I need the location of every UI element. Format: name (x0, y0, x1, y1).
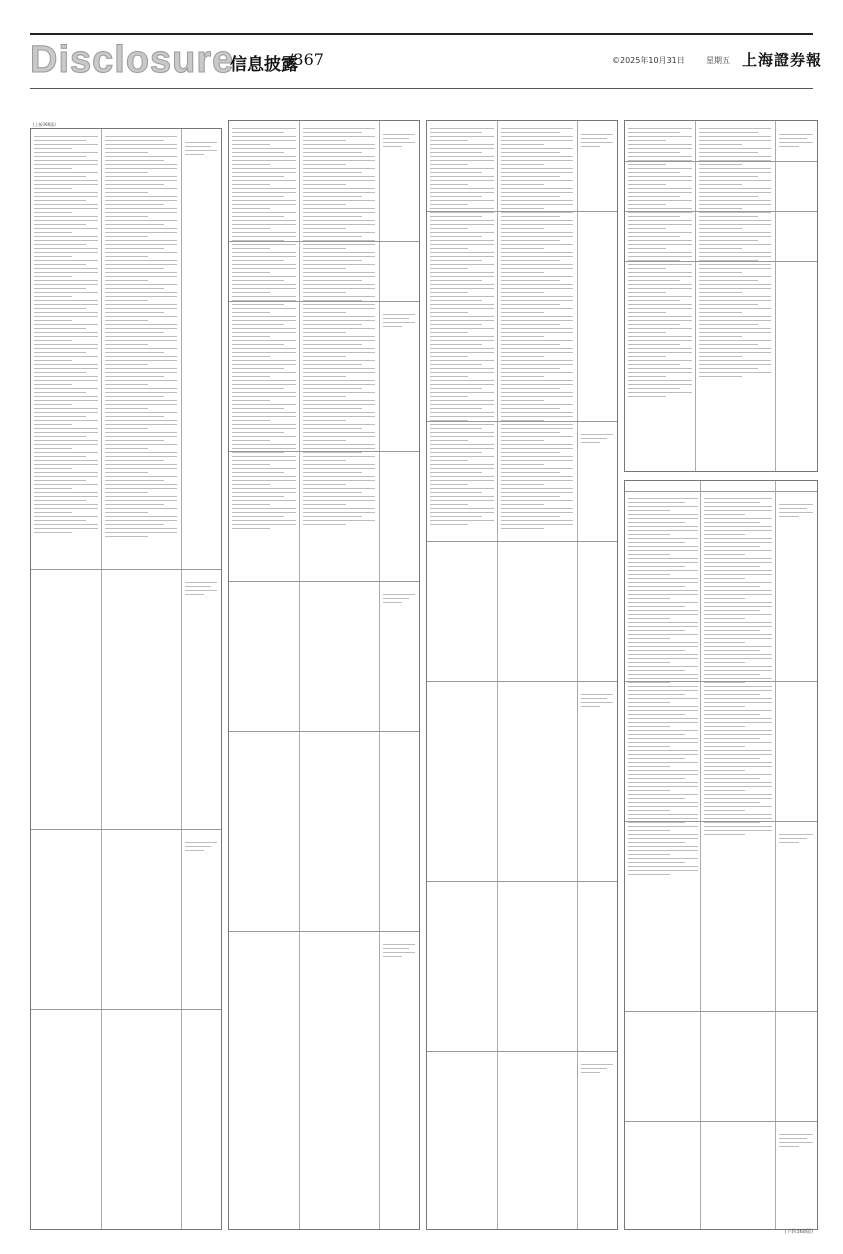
page-number: /367 (288, 50, 324, 69)
column-3 (426, 120, 616, 1232)
issue-date: ©2025年10月31日 (612, 56, 685, 65)
masthead-top-rule (30, 33, 813, 35)
table-text-block (581, 431, 613, 443)
column-2 (228, 120, 418, 1232)
table-text-block (383, 591, 415, 603)
table-text-block (383, 311, 415, 327)
amendment-table-4a (624, 120, 818, 472)
masthead (0, 0, 843, 100)
table-text-block (581, 1061, 613, 1073)
table-text-block (34, 133, 98, 533)
table-text-block (779, 1131, 813, 1147)
table-text-block (430, 125, 494, 525)
continued-to-note: (下转368版) (784, 1229, 813, 1235)
amendment-table-1 (30, 128, 222, 1230)
table-text-block (383, 941, 415, 957)
table-text-block (232, 125, 296, 529)
table-text-block (779, 831, 813, 843)
table-text-block (185, 579, 217, 595)
table-text-block (185, 839, 217, 851)
newspaper-name: 上海證券報 (742, 51, 823, 69)
table-text-block (704, 495, 772, 835)
table-text-block (185, 139, 217, 155)
table-text-block (105, 133, 177, 537)
table-text-block (628, 495, 698, 875)
table-text-block (581, 131, 613, 147)
masthead-bottom-rule (30, 88, 813, 89)
amendment-table-2 (228, 120, 420, 1230)
table-text-block (779, 131, 813, 147)
amendment-table-4b (624, 480, 818, 1230)
table-text-block (383, 131, 415, 147)
table-text-block (501, 125, 573, 529)
table-text-block (699, 125, 771, 377)
column-4 (624, 120, 816, 1232)
amendment-table-3 (426, 120, 618, 1230)
column-1 (30, 120, 220, 1232)
continued-from-note: (上接366版) (33, 122, 56, 127)
issue-weekday: 星期五 (706, 56, 730, 65)
document-body (30, 120, 816, 1232)
table-text-block (581, 691, 613, 707)
table-text-block (628, 125, 692, 397)
disclosure-logo: Disclosure (30, 39, 235, 81)
section-title: 信息披露 (230, 55, 298, 75)
table-text-block (779, 501, 813, 517)
table-text-block (303, 125, 375, 525)
